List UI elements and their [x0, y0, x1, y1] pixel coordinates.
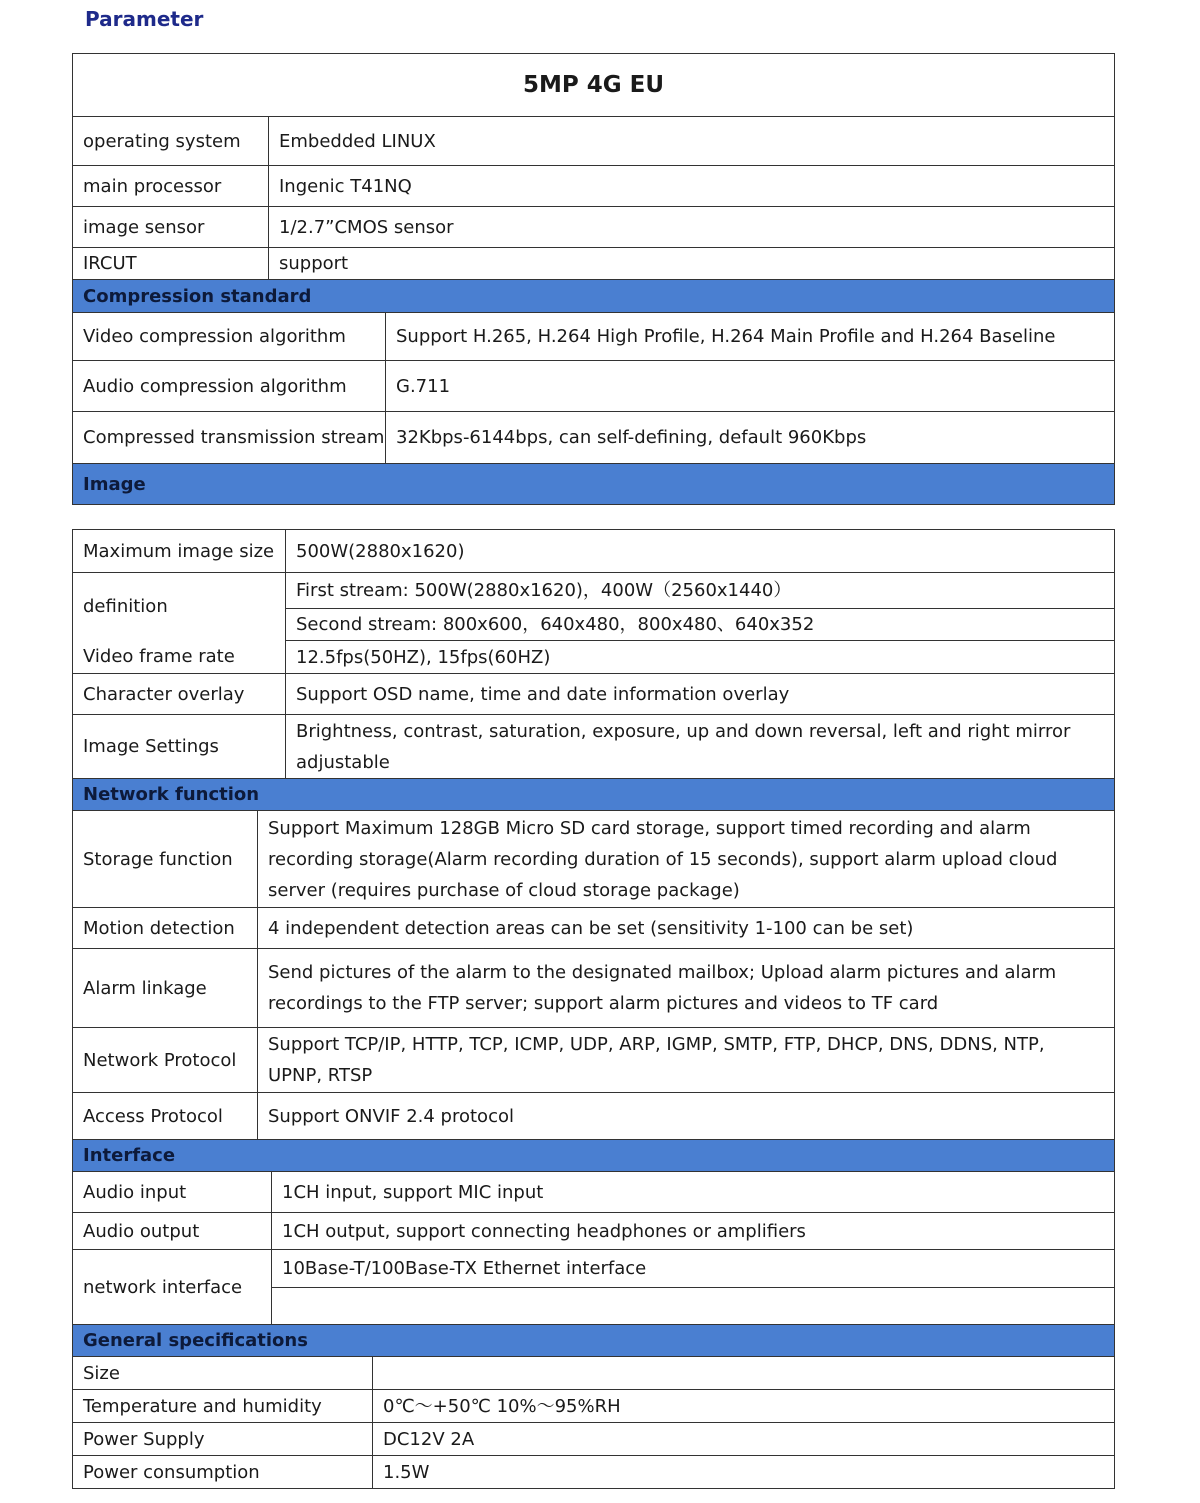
row-label: Audio compression algorithm	[73, 361, 386, 412]
row-label: Compressed transmission stream	[73, 412, 386, 464]
row-value: Second stream: 800x600，640x480，800x480、640x352	[286, 609, 1115, 641]
row-value: 32Kbps-6144bps, can self-defining, default 960Kbps	[386, 412, 1115, 464]
row-value: 500W(2880x1620)	[286, 530, 1115, 573]
row-value: Ingenic T41NQ	[269, 166, 1115, 207]
row-value: First stream: 500W(2880x1620)，400W（2560x1440）	[286, 573, 1115, 609]
row-label: Maximum image size	[73, 530, 286, 573]
row-label: Storage function	[73, 811, 258, 908]
section-header-compression: Compression standard	[73, 280, 1115, 313]
row-label: Video frame rate	[73, 641, 286, 674]
row-label: Power Supply	[73, 1423, 373, 1456]
row-value	[272, 1288, 1115, 1325]
row-label: operating system	[73, 117, 269, 166]
row-value: Support H.265, H.264 High Profile, H.264 Main Profile and H.264 Baseline	[386, 313, 1115, 361]
table-title: 5MP 4G EU	[73, 54, 1115, 117]
spec-table-top	[72, 53, 1115, 505]
row-value: 10Base-T/100Base-TX Ethernet interface	[272, 1250, 1115, 1288]
section-header-general: General specifications	[73, 1325, 1115, 1357]
row-label: Character overlay	[73, 674, 286, 715]
row-value: Support OSD name, time and date information overlay	[286, 674, 1115, 715]
row-label: Motion detection	[73, 908, 258, 949]
row-label: definition	[73, 573, 286, 641]
row-value: 0℃～+50℃ 10%～95%RH	[373, 1390, 1115, 1423]
row-value	[373, 1357, 1115, 1390]
row-value: 1CH output, support connecting headphones or amplifiers	[272, 1213, 1115, 1250]
row-label: Alarm linkage	[73, 949, 258, 1028]
row-value: support	[269, 248, 1115, 280]
row-value: 1/2.7”CMOS sensor	[269, 207, 1115, 248]
row-label: network interface	[73, 1250, 272, 1325]
row-value: Support ONVIF 2.4 protocol	[258, 1093, 1115, 1140]
row-label: image sensor	[73, 207, 269, 248]
section-header-image: Image	[73, 464, 1115, 505]
row-label: Image Settings	[73, 715, 286, 779]
spec-table-bottom	[72, 529, 1115, 1489]
page-heading: Parameter	[85, 7, 204, 31]
row-value: DC12V 2A	[373, 1423, 1115, 1456]
row-label: main processor	[73, 166, 269, 207]
section-header-network: Network function	[73, 779, 1115, 811]
row-label: Access Protocol	[73, 1093, 258, 1140]
row-label: Size	[73, 1357, 373, 1390]
row-label: IRCUT	[73, 248, 269, 280]
row-value: Brightness, contrast, saturation, exposure, up and down reversal, left and right mirror adjustable	[286, 715, 1115, 779]
row-label: Network Protocol	[73, 1028, 258, 1093]
row-value: Embedded LINUX	[269, 117, 1115, 166]
row-label: Audio output	[73, 1213, 272, 1250]
row-value: 4 independent detection areas can be set (sensitivity 1-100 can be set)	[258, 908, 1115, 949]
row-value: 1.5W	[373, 1456, 1115, 1489]
row-value: G.711	[386, 361, 1115, 412]
row-label: Video compression algorithm	[73, 313, 386, 361]
section-header-interface: Interface	[73, 1140, 1115, 1172]
row-label: Audio input	[73, 1172, 272, 1213]
row-label: Temperature and humidity	[73, 1390, 373, 1423]
row-value: 12.5fps(50HZ), 15fps(60HZ)	[286, 641, 1115, 674]
row-value: Send pictures of the alarm to the designated mailbox; Upload alarm pictures and alarm recordings to the FTP server; support alarm pictures and videos to TF card	[258, 949, 1115, 1028]
row-value: 1CH input, support MIC input	[272, 1172, 1115, 1213]
row-value: Support TCP/IP, HTTP, TCP, ICMP, UDP, ARP, IGMP, SMTP, FTP, DHCP, DNS, DDNS, NTP, UPNP, RTSP	[258, 1028, 1115, 1093]
row-label: Power consumption	[73, 1456, 373, 1489]
row-value: Support Maximum 128GB Micro SD card storage, support timed recording and alarm recording storage(Alarm recording duration of 15 seconds), support alarm upload cloud server (requires purchase of cloud storage package)	[258, 811, 1115, 908]
